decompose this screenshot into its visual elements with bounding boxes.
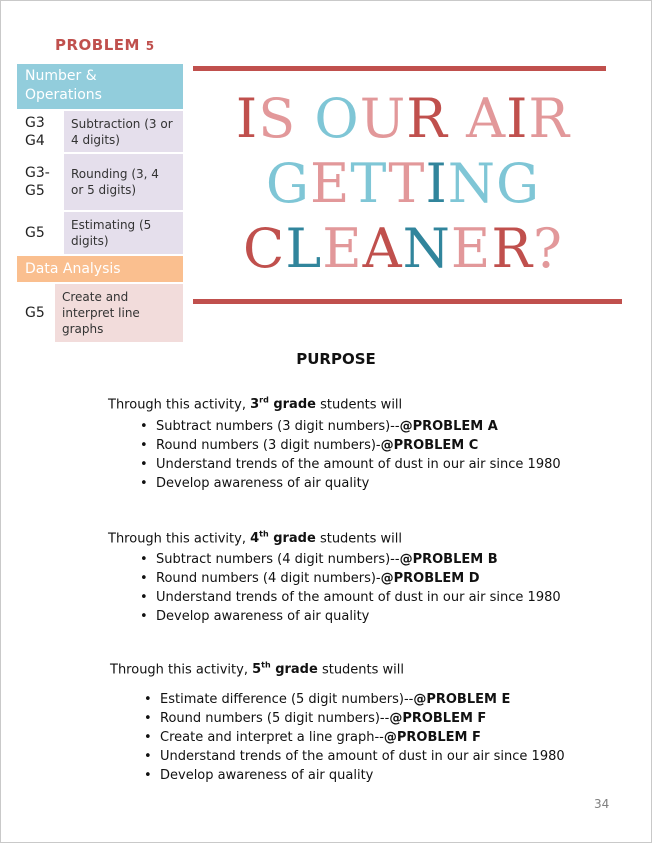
skills-header-data-analysis: Data Analysis: [17, 256, 183, 282]
skill-grade: G3- G5: [25, 165, 50, 199]
bullet-item: [144, 690, 565, 709]
bullet-item: [144, 728, 565, 747]
title-rule-bottom: [193, 299, 622, 304]
bullet-list-grade3: [140, 417, 561, 493]
bullet-item: [140, 569, 561, 588]
intro-text: Through this activity,: [108, 397, 251, 413]
page-title: [193, 86, 613, 281]
problem-reference: @PROBLEM C: [380, 438, 479, 453]
grade-word: grade: [268, 531, 316, 547]
problem-reference: @PROBLEM F: [389, 711, 487, 726]
title-rule-top: [193, 66, 606, 71]
problem-reference: @PROBLEM D: [380, 571, 480, 586]
problem-reference: @PROBLEM F: [383, 730, 481, 745]
skill-row: [17, 111, 183, 152]
title-line-1: IS OUR AIR: [235, 87, 571, 150]
bullet-text: Round numbers (3 digit numbers)-: [156, 438, 381, 453]
bullet-text: Subtract numbers (4 digit numbers)--: [156, 552, 400, 567]
intro-text: students will: [317, 662, 405, 678]
skills-header-operations: Number & Operations: [17, 64, 183, 109]
bullet-text: Estimate difference (5 digit numbers)--: [160, 692, 414, 707]
bullet-text: Develop awareness of air quality: [156, 609, 370, 624]
section-intro-grade4: [108, 526, 402, 548]
skill-desc: Create and interpret line graphs: [55, 284, 183, 342]
grade-word: grade: [270, 662, 318, 678]
bullet-item: [144, 766, 565, 785]
bullet-item: [144, 709, 565, 728]
problem-number: 5: [145, 39, 155, 53]
bullet-text: Create and interpret a line graph--: [160, 730, 384, 745]
bullet-item: [140, 436, 561, 455]
grade-word: grade: [268, 397, 316, 413]
bullet-item: [144, 747, 565, 766]
problem-reference: @PROBLEM A: [399, 419, 498, 434]
bullet-text: Develop awareness of air quality: [156, 476, 370, 491]
intro-text: Through this activity,: [108, 531, 251, 547]
skill-row: [17, 154, 183, 210]
section-intro-grade3: [108, 392, 402, 414]
bullet-list-grade5: [144, 690, 565, 785]
bullet-text: Understand trends of the amount of dust in our air since 1980: [160, 749, 565, 764]
skill-desc: Estimating (5 digits): [64, 212, 183, 254]
problem-label-text: PROBLEM: [55, 36, 140, 54]
intro-text: Through this activity,: [110, 662, 253, 678]
skill-grade: G3 G4: [25, 114, 45, 149]
grade-suffix: th: [259, 530, 269, 539]
skill-grade: G5: [25, 225, 45, 241]
grade-number: 4: [250, 531, 260, 547]
bullet-text: Round numbers (4 digit numbers)-: [156, 571, 381, 586]
bullet-list-grade4: [140, 550, 561, 626]
grade-number: 5: [252, 662, 262, 678]
bullet-text: Understand trends of the amount of dust in our air since 1980: [156, 590, 561, 605]
bullet-item: [140, 455, 561, 474]
skill-row: [17, 284, 183, 342]
bullet-item: [140, 588, 561, 607]
bullet-item: [140, 607, 561, 626]
bullet-text: Round numbers (5 digit numbers)--: [160, 711, 390, 726]
skills-table: [17, 64, 183, 342]
section-intro-grade5: [110, 657, 404, 679]
grade-suffix: rd: [259, 396, 269, 405]
intro-text: students will: [315, 531, 403, 547]
purpose-heading: PURPOSE: [296, 350, 376, 368]
bullet-text: Develop awareness of air quality: [160, 768, 374, 783]
title-line-2: GETTING: [265, 152, 541, 215]
skill-grade: G5: [25, 305, 45, 321]
problem-label: [55, 36, 155, 54]
bullet-text: Understand trends of the amount of dust in our air since 1980: [156, 457, 561, 472]
grade-suffix: th: [261, 661, 271, 670]
bullet-text: Subtract numbers (3 digit numbers)--: [156, 419, 400, 434]
page-number: 34: [594, 797, 610, 811]
skill-row: [17, 212, 183, 254]
bullet-item: [140, 474, 561, 493]
problem-reference: @PROBLEM B: [399, 552, 498, 567]
bullet-item: [140, 550, 561, 569]
bullet-item: [140, 417, 561, 436]
skill-desc: Subtraction (3 or 4 digits): [64, 111, 183, 152]
grade-number: 3: [250, 397, 260, 413]
title-line-3: CLEANER?: [243, 217, 563, 280]
problem-reference: @PROBLEM E: [413, 692, 511, 707]
intro-text: students will: [315, 397, 403, 413]
skill-desc: Rounding (3, 4 or 5 digits): [64, 154, 183, 210]
